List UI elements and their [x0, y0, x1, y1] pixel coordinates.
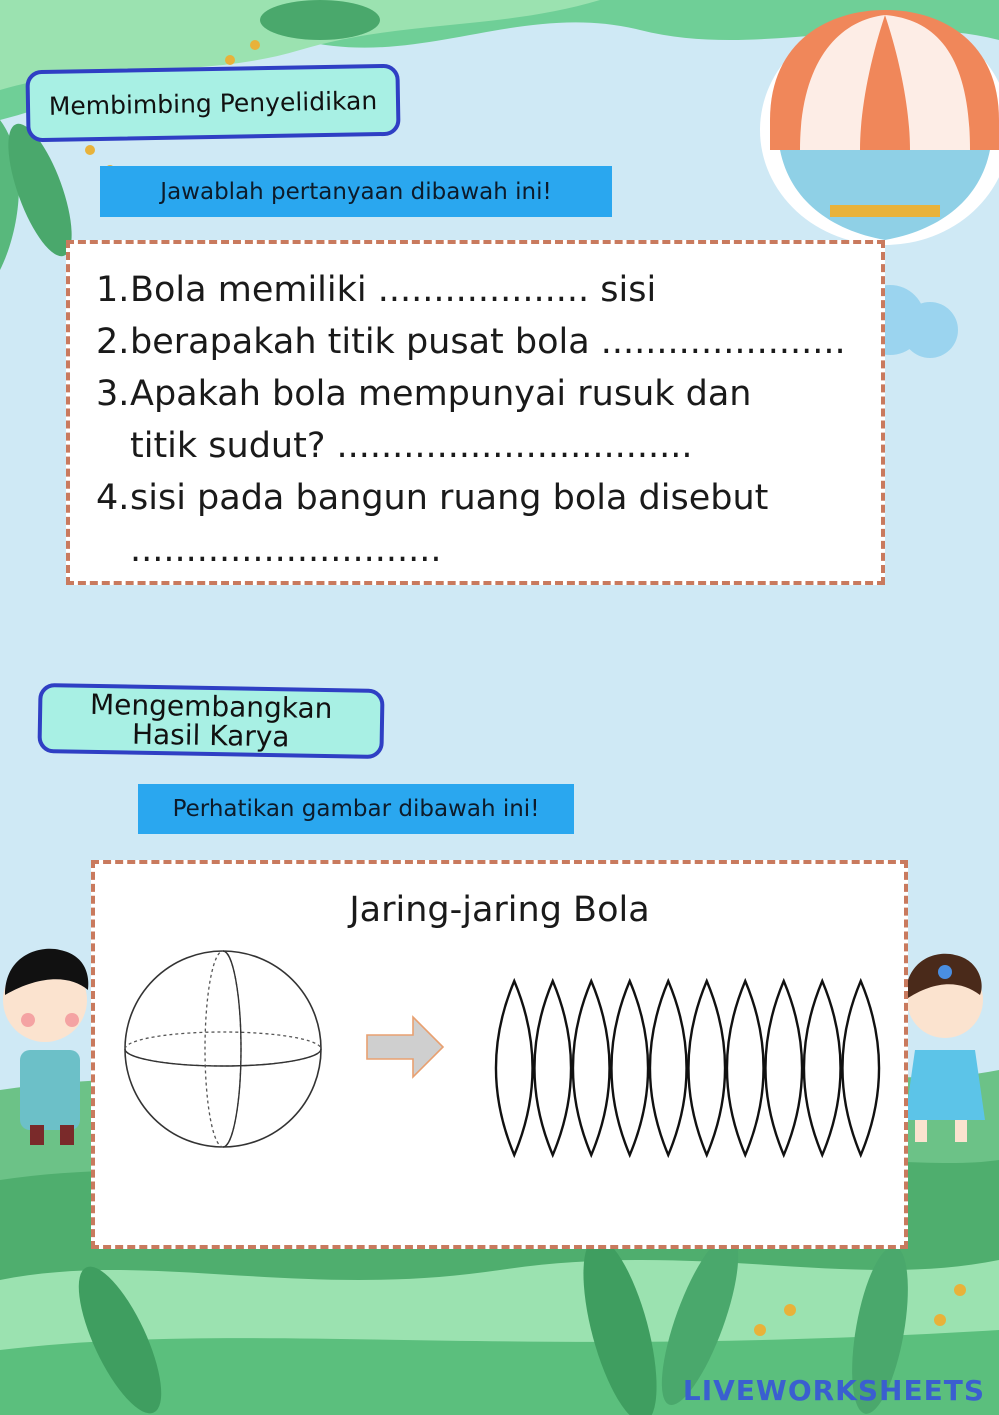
question-item: [96, 368, 851, 472]
section-heading-develop-work: [37, 683, 384, 759]
sphere-net-segments: [496, 981, 879, 1155]
figure-card: [91, 860, 908, 1249]
net-segment: [573, 981, 610, 1155]
net-segment: [765, 981, 802, 1155]
net-segment: [842, 981, 879, 1155]
section-heading-line2: Hasil Karya: [131, 717, 290, 754]
questions-card: [66, 240, 885, 585]
question-item: [96, 264, 851, 316]
sphere-icon: [125, 951, 321, 1147]
question-text: sisi pada bangun ruang bola disebut ............................: [130, 478, 769, 570]
net-segment: [496, 981, 533, 1155]
question-text: Apakah bola mempunyai rusuk dan titik sudut? ................................: [130, 374, 752, 466]
question-item: [96, 472, 851, 576]
net-segment: [534, 981, 571, 1155]
sphere-net-figure: [95, 864, 904, 1245]
section-heading-line1: Mengembangkan: [89, 687, 333, 726]
net-segment: [611, 981, 648, 1155]
instruction-banner-questions: [100, 166, 612, 217]
instruction-text: Jawablah pertanyaan dibawah ini!: [160, 178, 552, 205]
question-text: Bola memiliki ................... sisi: [130, 270, 657, 310]
question-number: 1.: [96, 270, 130, 310]
figure-title: Jaring-jaring Bola: [349, 890, 650, 930]
question-number: 3.: [96, 374, 130, 414]
question-text: berapakah titik pusat bola ......................: [130, 322, 846, 362]
question-list: [96, 264, 851, 576]
instruction-text: Perhatikan gambar dibawah ini!: [172, 796, 540, 822]
instruction-banner-figure: [138, 784, 574, 834]
net-segment: [727, 981, 764, 1155]
net-segment: [804, 981, 841, 1155]
liveworksheets-watermark: LIVEWORKSHEETS: [682, 1374, 985, 1407]
net-segment: [650, 981, 687, 1155]
net-segment: [688, 981, 725, 1155]
question-number: 2.: [96, 322, 130, 362]
question-number: 4.: [96, 478, 130, 518]
section-heading-text: Membimbing Penyelidikan: [48, 85, 378, 121]
right-arrow-icon: [367, 1017, 443, 1077]
question-item: [96, 316, 851, 368]
section-heading-investigation: [25, 64, 400, 143]
